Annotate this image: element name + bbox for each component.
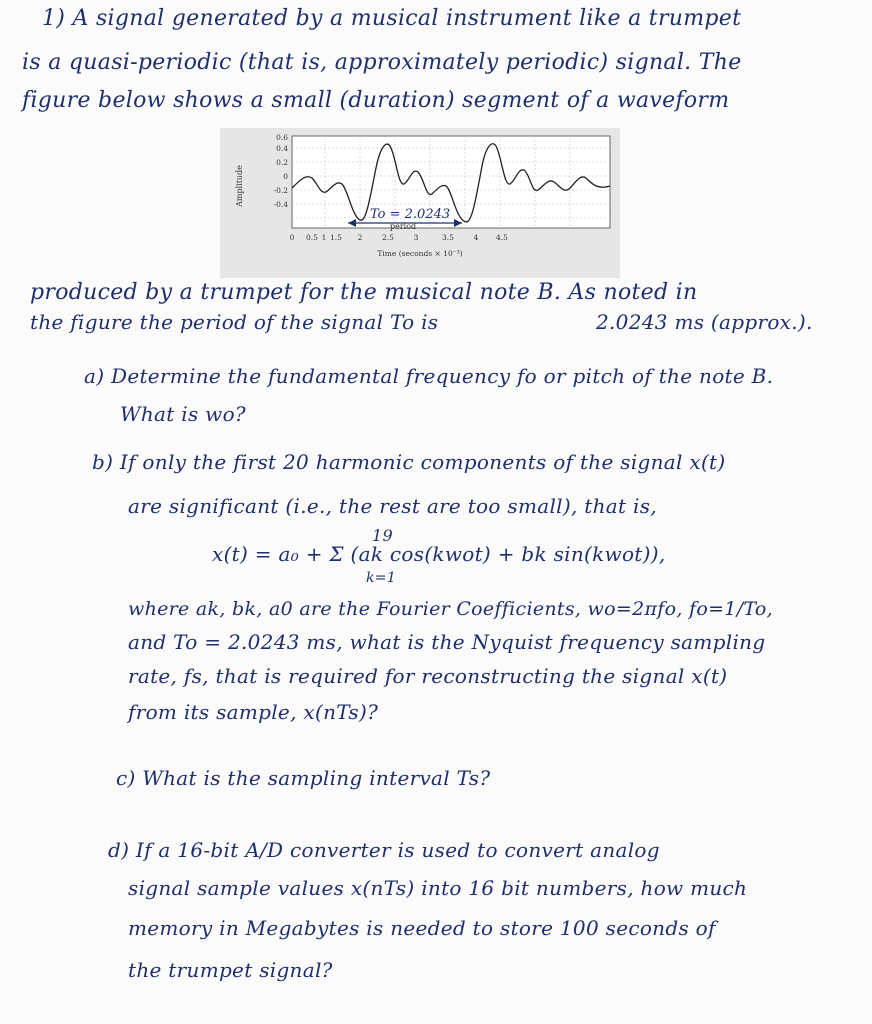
waveform-chart [220, 128, 620, 278]
x-tick-5: 2.5 [382, 233, 394, 242]
y-tick-3: 0 [283, 172, 288, 181]
period-label: period [390, 222, 417, 231]
part-b-line-4: and To = 2.0243 ms, what is the Nyquist frequency sampling [128, 630, 766, 654]
x-axis-label: Time (seconds × 10⁻³) [377, 249, 463, 258]
plot-area [292, 136, 610, 228]
y-tick-1: 0.4 [276, 144, 288, 153]
y-tick-0: 0.6 [276, 133, 288, 142]
y-tick-5: -0.4 [273, 200, 288, 209]
x-tick-labels [290, 233, 509, 242]
part-b-line-5: rate, fs, that is required for reconstructing the signal x(t) [128, 664, 728, 688]
period-value: 2.0243 ms (approx.). [596, 310, 813, 334]
y-tick-4: -0.2 [273, 186, 288, 195]
part-b-line-6: from its sample, x(nTs)? [128, 700, 379, 724]
part-d-line-2: signal sample values x(nTs) into 16 bit numbers, how much [128, 876, 748, 900]
part-d-line-3: memory in Megabytes is needed to store 100 seconds of [128, 916, 716, 940]
x-tick-7: 3.5 [442, 233, 454, 242]
y-tick-labels [274, 133, 289, 209]
y-axis-label: Amplitude [235, 165, 244, 207]
x-tick-0: 0 [289, 233, 295, 242]
x-tick-8: 4 [473, 233, 479, 242]
period-value-label: To = 2.0243 [370, 207, 451, 222]
sum-upper-limit: 19 [372, 526, 393, 545]
x-tick-1: 0.5 [306, 233, 318, 242]
after-line-1: produced by a trumpet for the musical note B. As noted in [30, 280, 698, 305]
part-b-line-1: b) If only the first 20 harmonic components of the signal x(t) [92, 450, 726, 474]
part-a-line-2: What is wo? [120, 402, 246, 426]
sum-lower-limit: k=1 [366, 570, 397, 586]
x-tick-2: 1 [321, 233, 327, 242]
part-d-line-4: the trumpet signal? [128, 958, 333, 982]
intro-line-1: 1) A signal generated by a musical instrument like a trumpet [42, 6, 742, 31]
x-tick-6: 3 [413, 233, 419, 242]
waveform-figure [220, 128, 620, 278]
intro-line-2: is a quasi-periodic (that is, approximately periodic) signal. The [22, 50, 742, 75]
after-line-2: the figure the period of the signal To is [30, 310, 439, 334]
fourier-formula: x(t) = a₀ + Σ (ak cos(kwot) + bk sin(kwot)), [212, 542, 666, 566]
x-tick-9: 4.5 [496, 233, 508, 242]
part-a-line-1: a) Determine the fundamental frequency fo or pitch of the note B. [84, 364, 774, 388]
part-c-line-1: c) What is the sampling interval Ts? [116, 766, 491, 790]
x-tick-3: 1.5 [330, 233, 342, 242]
y-tick-2: 0.2 [276, 158, 288, 167]
part-b-line-3: where ak, bk, a0 are the Fourier Coefficients, wo=2πfo, fo=1/To, [128, 598, 773, 620]
part-d-line-1: d) If a 16-bit A/D converter is used to convert analog [108, 838, 660, 862]
x-tick-4: 2 [357, 233, 363, 242]
part-b-line-2: are significant (i.e., the rest are too small), that is, [128, 494, 657, 518]
intro-line-3: figure below shows a small (duration) segment of a waveform [22, 88, 730, 113]
